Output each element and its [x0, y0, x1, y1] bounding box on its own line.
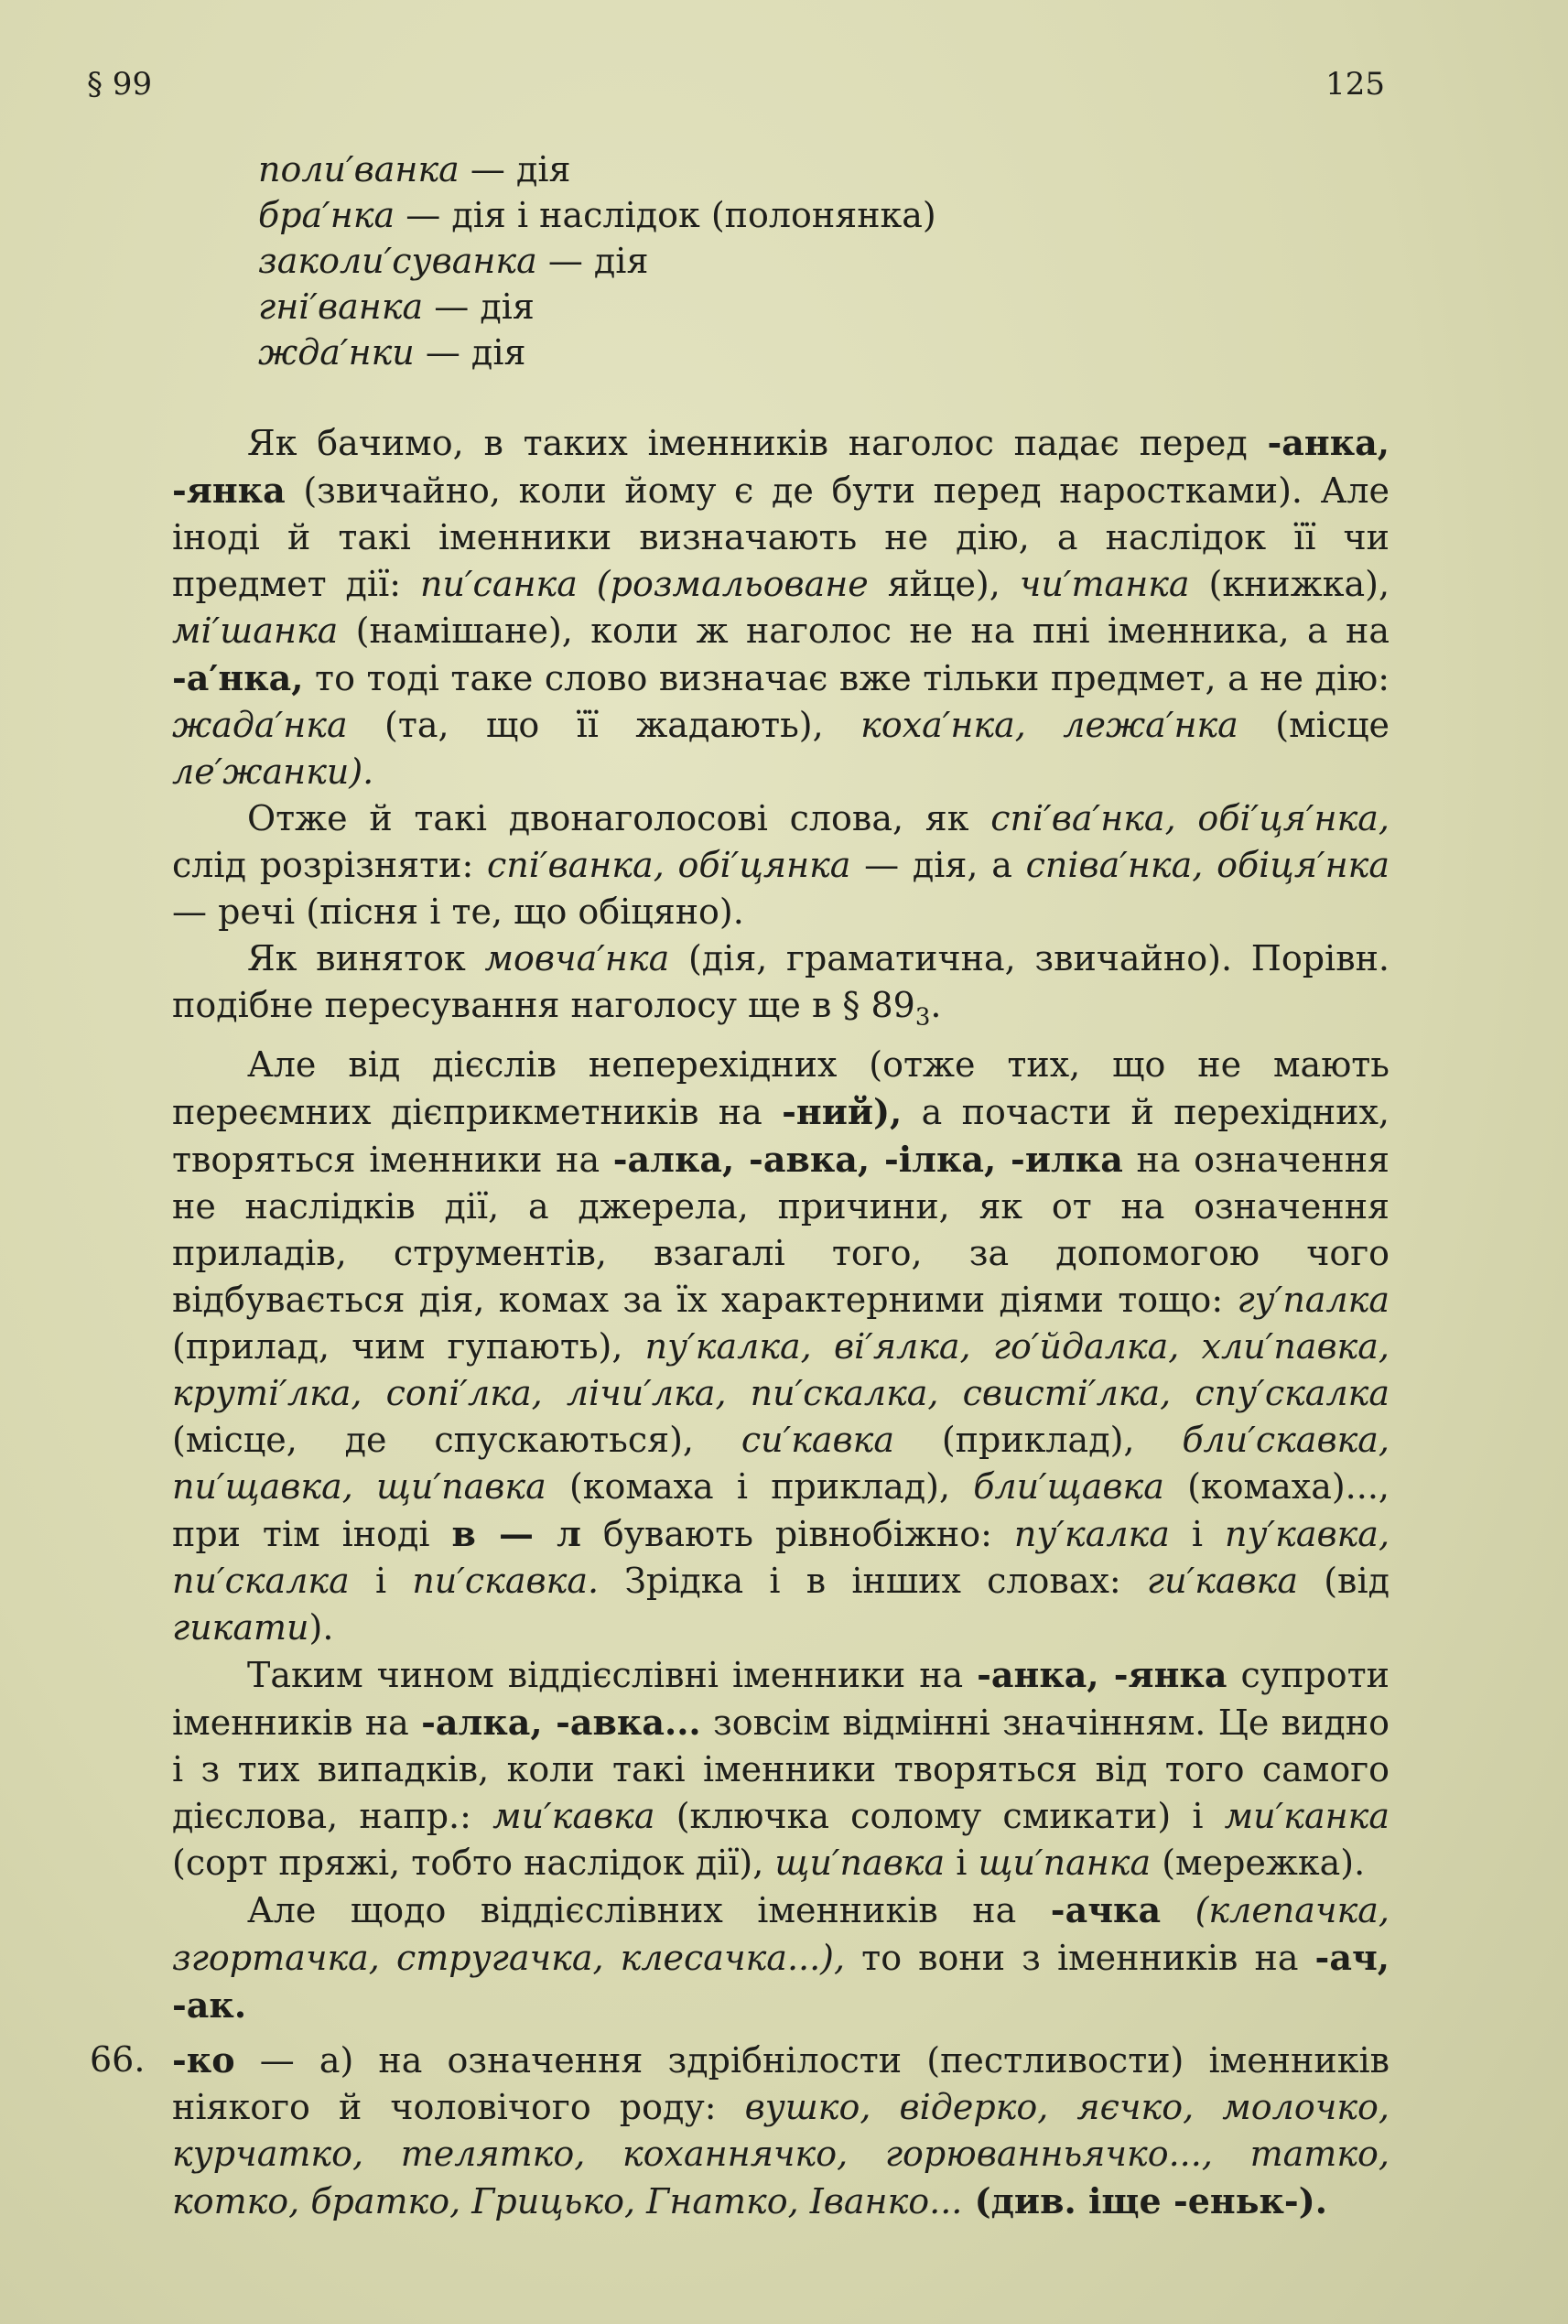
paragraph [172, 1886, 1390, 2029]
text: Таким чином віддієслівні іменники на [247, 1654, 978, 1695]
example: пи′санка (розмальоване [419, 564, 869, 604]
text: Але від дієслів неперехідних (отже тих, що не мають переємних дієприкметників на [172, 1043, 1390, 1132]
suffix: -алка, -авка, -ілка, -илка [612, 1138, 1123, 1180]
example: пу′кавка, пи′скалка [172, 1513, 1390, 1601]
text: Отже й такі двонаголосові слова, як [247, 798, 991, 838]
text: на означення не наслідків дії, а джерела, причини, як от на означення приладів, струментів, взагалі того, за допомогою чого відбувається дія, комах за їх характерними діями тощо: [172, 1139, 1390, 1320]
suffix: -ний), [782, 1090, 903, 1132]
text: а почасти й перехідних, творяться іменники на [172, 1091, 1390, 1180]
text: Зрідка і в інших словах: [599, 1560, 1147, 1601]
paragraph [172, 1042, 1390, 1651]
suffix: -ко [172, 2038, 235, 2081]
text: Але щодо віддієслівних іменників на [247, 1889, 1051, 1930]
example-gloss: — дія і наслідок (полонянка) [395, 195, 936, 235]
suffix: в — л [451, 1512, 581, 1554]
example: чи′танка [1019, 564, 1190, 604]
paragraph [172, 935, 1390, 1042]
text: (від [1298, 1560, 1390, 1601]
text: (ключка солому смикати) і [654, 1795, 1225, 1836]
text: і [349, 1560, 413, 1601]
paragraph [172, 419, 1390, 795]
example: мі′шанка [172, 611, 339, 651]
example: мовча′нка [484, 938, 670, 978]
example: жада′нка [172, 705, 348, 745]
example-gloss: — дія [414, 332, 526, 373]
text: супроти іменників на [172, 1654, 1390, 1743]
text: (місце, де спускаються), [172, 1419, 741, 1460]
example-line [258, 284, 936, 330]
suffix: -а′нка, [172, 657, 304, 698]
text: слід розрізняти: [172, 845, 488, 885]
suffix: -алка, -авка... [421, 1701, 701, 1743]
text: то тоді таке слово визначає вже тільки предмет, а не дію: [303, 658, 1390, 698]
text: (книжка), [1189, 564, 1390, 604]
paragraph [172, 1651, 1390, 1886]
example-line [258, 146, 936, 192]
entry-number: 66. [90, 2038, 146, 2080]
example: пу′калка [1013, 1513, 1170, 1554]
text: (місце [1238, 705, 1390, 745]
text: — речі (пісня і те, що обіцяно). [172, 892, 744, 932]
suffix: -еньк- [1173, 2179, 1299, 2221]
example-gloss: — дія [536, 241, 649, 281]
text: і [1169, 1513, 1225, 1554]
example: спі′ванка, обі′цянка [487, 845, 851, 885]
example: пу′калка, ві′ялка, го′йдалка, хли′павка, круті′лка, сопі′лка, лічи′лка, пи′скалка, свисті′лка, спу′скалка [172, 1325, 1390, 1413]
text: (приклад), [894, 1419, 1183, 1460]
example-word: заколи′суванка [258, 241, 537, 281]
body-text [90, 419, 1390, 2225]
paragraph [172, 795, 1390, 935]
example: ле′жанки). [172, 751, 374, 792]
text: (дія, граматична, звичайно). Порівн. подібне пересування наголосу ще в § 89 [172, 938, 1390, 1025]
example: бли′щавка [973, 1465, 1164, 1507]
text: (див. іще [962, 2179, 1173, 2221]
example: пи′скавка. [412, 1560, 600, 1601]
example: ми′канка [1224, 1795, 1390, 1836]
example: щи′павка [774, 1842, 946, 1883]
text: зовсім відмінні значінням. Це видно і з тих випадків, коли такі іменники творяться від того самого дієслова, напр.: [172, 1702, 1390, 1836]
text: Як виняток [247, 938, 485, 978]
numbered-entry [90, 2037, 1390, 2225]
example-line [258, 238, 936, 284]
example: вушко, відерко, яєчко, молочко, курчатко, телятко, коханнячко, горюванньячко..., татко, котко, братко, Грицько, Гнатко, Іванко... [172, 2086, 1390, 2221]
text: бувають рівнобіжно: [580, 1513, 1014, 1554]
example-word: поли′ванка [258, 149, 460, 189]
text: (намішане), коли ж наголос не на пні іменника, а на [338, 611, 1390, 651]
example-list [258, 146, 936, 375]
example: гикати [172, 1606, 309, 1648]
example: ми′кавка [492, 1795, 655, 1836]
text: (звичайно, коли йому є де бути перед наростками). Але іноді й такі іменники визначають не дію, а наслідок її чи предмет дії: [172, 470, 1390, 604]
example: коха′нка, лежа′нка [860, 705, 1238, 745]
example-line [258, 192, 936, 238]
text: Як бачимо, в таких іменників наголос падає перед [247, 423, 1268, 463]
text: (комаха)..., при тім іноді [172, 1465, 1390, 1554]
example: щи′панка [978, 1842, 1152, 1883]
example: си′кавка [741, 1419, 895, 1460]
text: то вони з іменників на [845, 1937, 1315, 1978]
example-word: бра′нка [258, 195, 395, 235]
text: — дія, а [850, 845, 1026, 885]
example: гу′палка [1237, 1279, 1390, 1320]
suffix: -анка, -янка [172, 422, 1390, 511]
section-marker: § 99 [87, 66, 153, 103]
example-line [258, 330, 936, 375]
text: (та, що її жадають), [347, 705, 861, 745]
text: (сорт пряжі, тобто наслідок дії), [172, 1842, 775, 1883]
text: (прилад, чим гупають), [172, 1325, 645, 1367]
example-word: жда′нки [258, 332, 415, 373]
text: — а) на означення здрібнілости (пестливости) іменників ніякого й чоловічого роду: [172, 2039, 1390, 2127]
text: (мережка). [1151, 1842, 1366, 1883]
text: ). [1298, 2179, 1327, 2221]
example: спі′ва′нка, обі′ця′нка, [990, 798, 1390, 838]
example: (клепачка, згортачка, стругачка, клесачка...), [172, 1889, 1390, 1978]
text: ). [308, 1606, 334, 1648]
suffix: -ач, -ак. [172, 1936, 1390, 2026]
example: бли′скавка, пи′щавка, щи′павка [172, 1419, 1390, 1507]
subscript: 3 [914, 1003, 931, 1032]
page-number: 125 [1325, 66, 1385, 103]
example: ги′кавка [1146, 1560, 1299, 1601]
example-gloss: — дія [459, 149, 571, 189]
text: яйце), [868, 564, 1020, 604]
suffix: -ачка [1050, 1888, 1162, 1930]
text: (комаха і приклад), [546, 1465, 974, 1507]
example-gloss: — дія [423, 286, 535, 327]
example-word: гні′ванка [258, 286, 424, 327]
text: і [945, 1842, 979, 1883]
example: співа′нка, обіця′нка [1025, 845, 1390, 885]
suffix: -анка, -янка [977, 1653, 1227, 1695]
text: . [930, 985, 942, 1025]
